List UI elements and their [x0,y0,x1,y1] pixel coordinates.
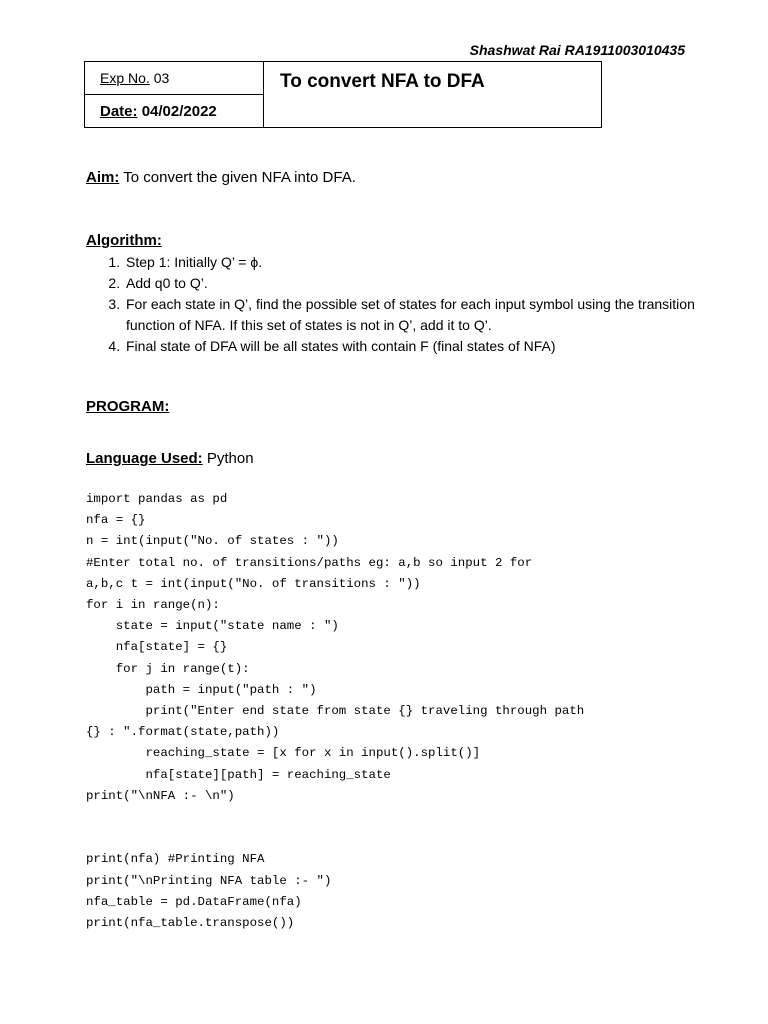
code-line: print(nfa) #Printing NFA [86,852,265,867]
aim-section [86,169,356,186]
code-line: nfa[state][path] = reaching_state [86,767,391,782]
program-heading: PROGRAM: [86,398,170,415]
code-line: nfa[state] = {} [86,640,228,655]
code-line: n = int(input("No. of states : ")) [86,534,339,549]
exp-number-value: 03 [153,70,170,86]
algorithm-step: 3. For each state in Q’, find the possible set of states for each input symbol using the transition function of NFA. If this set of states is not in Q’, add it to Q’. [124,294,704,336]
exp-number-cell [85,62,263,95]
header-left-cell [85,62,264,127]
code-line: {} : ".format(state,path)) [86,725,280,740]
date-cell [85,95,263,120]
code-line: for j in range(t): [86,661,250,676]
code-line: print(nfa_table.transpose()) [86,916,295,931]
algorithm-step: 2. Add q0 to Q’. [124,273,704,294]
language-label: Language Used: [86,450,203,467]
code-line: for i in range(n): [86,598,220,613]
algorithm-steps [86,252,704,357]
date-value: 04/02/2022 [141,103,217,120]
language-section [86,450,254,467]
algorithm-heading [86,232,162,249]
code-line: state = input("state name : ") [86,619,339,634]
code-line: print("\nPrinting NFA table :- ") [86,873,332,888]
experiment-title: To convert NFA to DFA [280,71,485,92]
language-value: Python [206,450,254,467]
aim-label: Aim: [86,169,120,186]
algorithm-label: Algorithm: [86,232,162,249]
code-line: nfa_table = pd.DataFrame(nfa) [86,894,302,909]
code-line: path = input("path : ") [86,682,317,697]
algorithm-step: 4. Final state of DFA will be all states with contain F (final states of NFA) [124,336,704,357]
code-block [86,489,584,934]
code-line: print("Enter end state from state {} traveling through path [86,704,585,719]
code-line: print("\nNFA :- \n") [86,788,235,803]
code-line: import pandas as pd [86,492,228,506]
date-label: Date: [100,103,138,120]
code-line: reaching_state = [x for x in input().split()] [86,746,481,761]
exp-number-label: Exp No. [100,70,150,86]
author-name: Shashwat Rai RA1911003010435 [469,42,685,58]
aim-text: To convert the given NFA into DFA. [123,169,356,186]
code-line: nfa = {} [86,513,146,528]
code-line: a,b,c t = int(input("No. of transitions : ")) [86,576,421,591]
algorithm-step: 1. Step 1: Initially Q’ = ϕ. [124,252,704,273]
experiment-header-table [84,61,602,128]
code-line: #Enter total no. of transitions/paths eg: a,b so input 2 for [86,555,533,570]
